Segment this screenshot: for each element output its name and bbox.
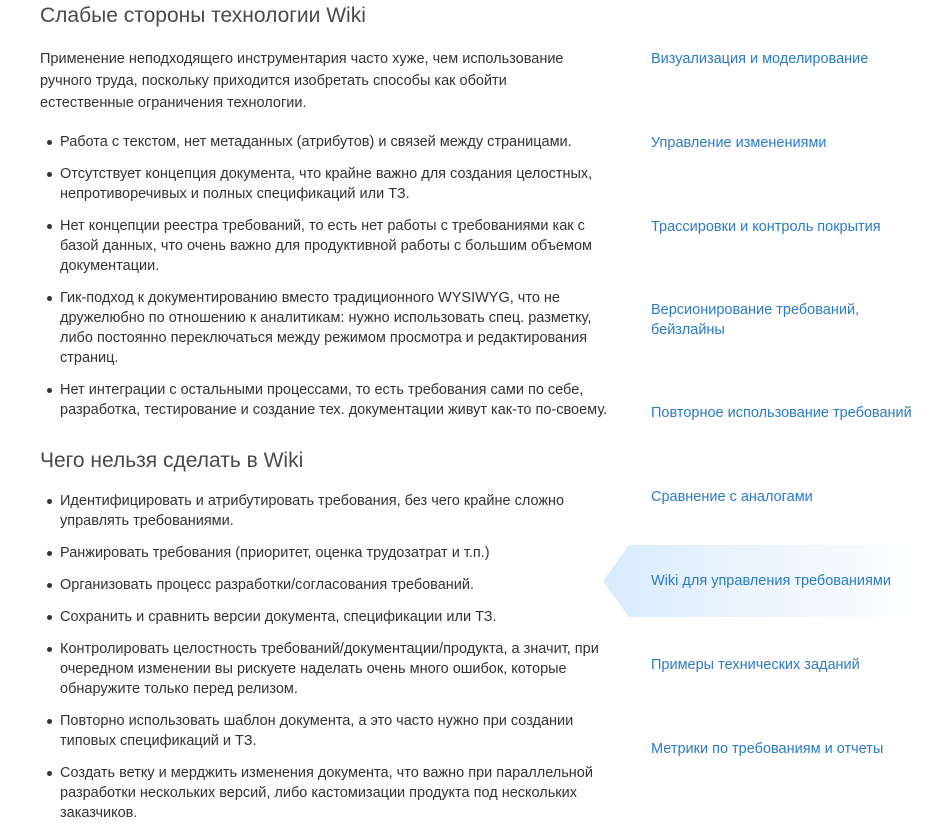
list-item: Гик-подход к документированию вместо традиционного WYSIWYG, что не дружелюбно по отношению к аналитикам: нужно использовать спец. разметку, либо постоянно переключаться между режимом просмотра и редактирования страниц. (60, 288, 615, 368)
weaknesses-list (40, 132, 615, 432)
sidebar-link[interactable]: Метрики по требованиям и отчеты (651, 741, 884, 757)
list-item: Идентифицировать и атрибутировать требования, без чего крайне сложно управлять требованиями. (60, 491, 615, 531)
sidebar-link[interactable]: Wiki для управления требованиями (651, 573, 891, 589)
sidebar-item-spec-examples (603, 629, 929, 701)
list-item: Отсутствует концепция документа, что крайне важно для создания целостных, непротиворечивых и полных спецификаций или ТЗ. (60, 164, 615, 204)
sidebar-link[interactable]: Трассировки и контроль покрытия (651, 219, 881, 235)
list-item: Создать ветку и мерджить изменения документа, что важно при параллельной разработки нескольких версий, либо кастомизации продукта под нескольких заказчиков. (60, 763, 615, 823)
sidebar-link[interactable]: Повторное использование требований (651, 405, 912, 421)
sidebar-item-traceability (603, 191, 929, 263)
sidebar-item-visualization (603, 23, 929, 95)
sidebar-item-wiki-active (603, 545, 929, 617)
sidebar-link[interactable]: Управление изменениями (651, 135, 827, 151)
list-item: Работа с текстом, нет метаданных (атрибутов) и связей между страницами. (60, 132, 615, 152)
sidebar-item-reuse (603, 377, 929, 449)
list-item: Нет концепции реестра требований, то есть нет работы с требованиями как с базой данных, что очень важно для продуктивной работы с большим объемом документации. (60, 216, 615, 276)
sidebar-link[interactable]: Визуализация и моделирование (651, 51, 869, 67)
sidebar-link[interactable]: Сравнение с аналогами (651, 489, 813, 505)
sidebar-link[interactable]: Версионирование требований, бейзлайны (651, 302, 860, 338)
sidebar-item-comparison (603, 461, 929, 533)
sidebar-item-versioning (603, 284, 929, 356)
cannot-do-heading: Чего нельзя сделать в Wiki (40, 449, 304, 472)
sidebar-item-change-management (603, 107, 929, 179)
sidebar-item-metrics (603, 713, 929, 785)
weaknesses-intro: Применение неподходящего инструментария часто хуже, чем использование ручного труда, поскольку приходится изобретать способы как обойти естественные ограничения технологии. (40, 51, 564, 111)
sidebar-link[interactable]: Примеры технических заданий (651, 657, 860, 673)
list-item: Нет интеграции с остальными процессами, то есть требования сами по себе, разработка, тестирование и создание тех. документации живут как-то по-своему. (60, 380, 615, 420)
list-item: Сохранить и сравнить версии документа, спецификации или ТЗ. (60, 607, 615, 627)
list-item: Ранжировать требования (приоритет, оценка трудозатрат и т.п.) (60, 543, 615, 563)
list-item: Повторно использовать шаблон документа, а это часто нужно при создании типовых спецификаций и ТЗ. (60, 711, 615, 751)
cannot-do-list (40, 491, 615, 835)
weaknesses-heading: Слабые стороны технологии Wiki (40, 4, 366, 27)
list-item: Контролировать целостность требований/документации/продукта, а значит, при очередном изменении вы рискуете наделать очень много ошибок, которые обнаружите только перед релизом. (60, 639, 615, 699)
list-item: Организовать процесс разработки/согласования требований. (60, 575, 615, 595)
sidebar-nav (603, 0, 929, 824)
